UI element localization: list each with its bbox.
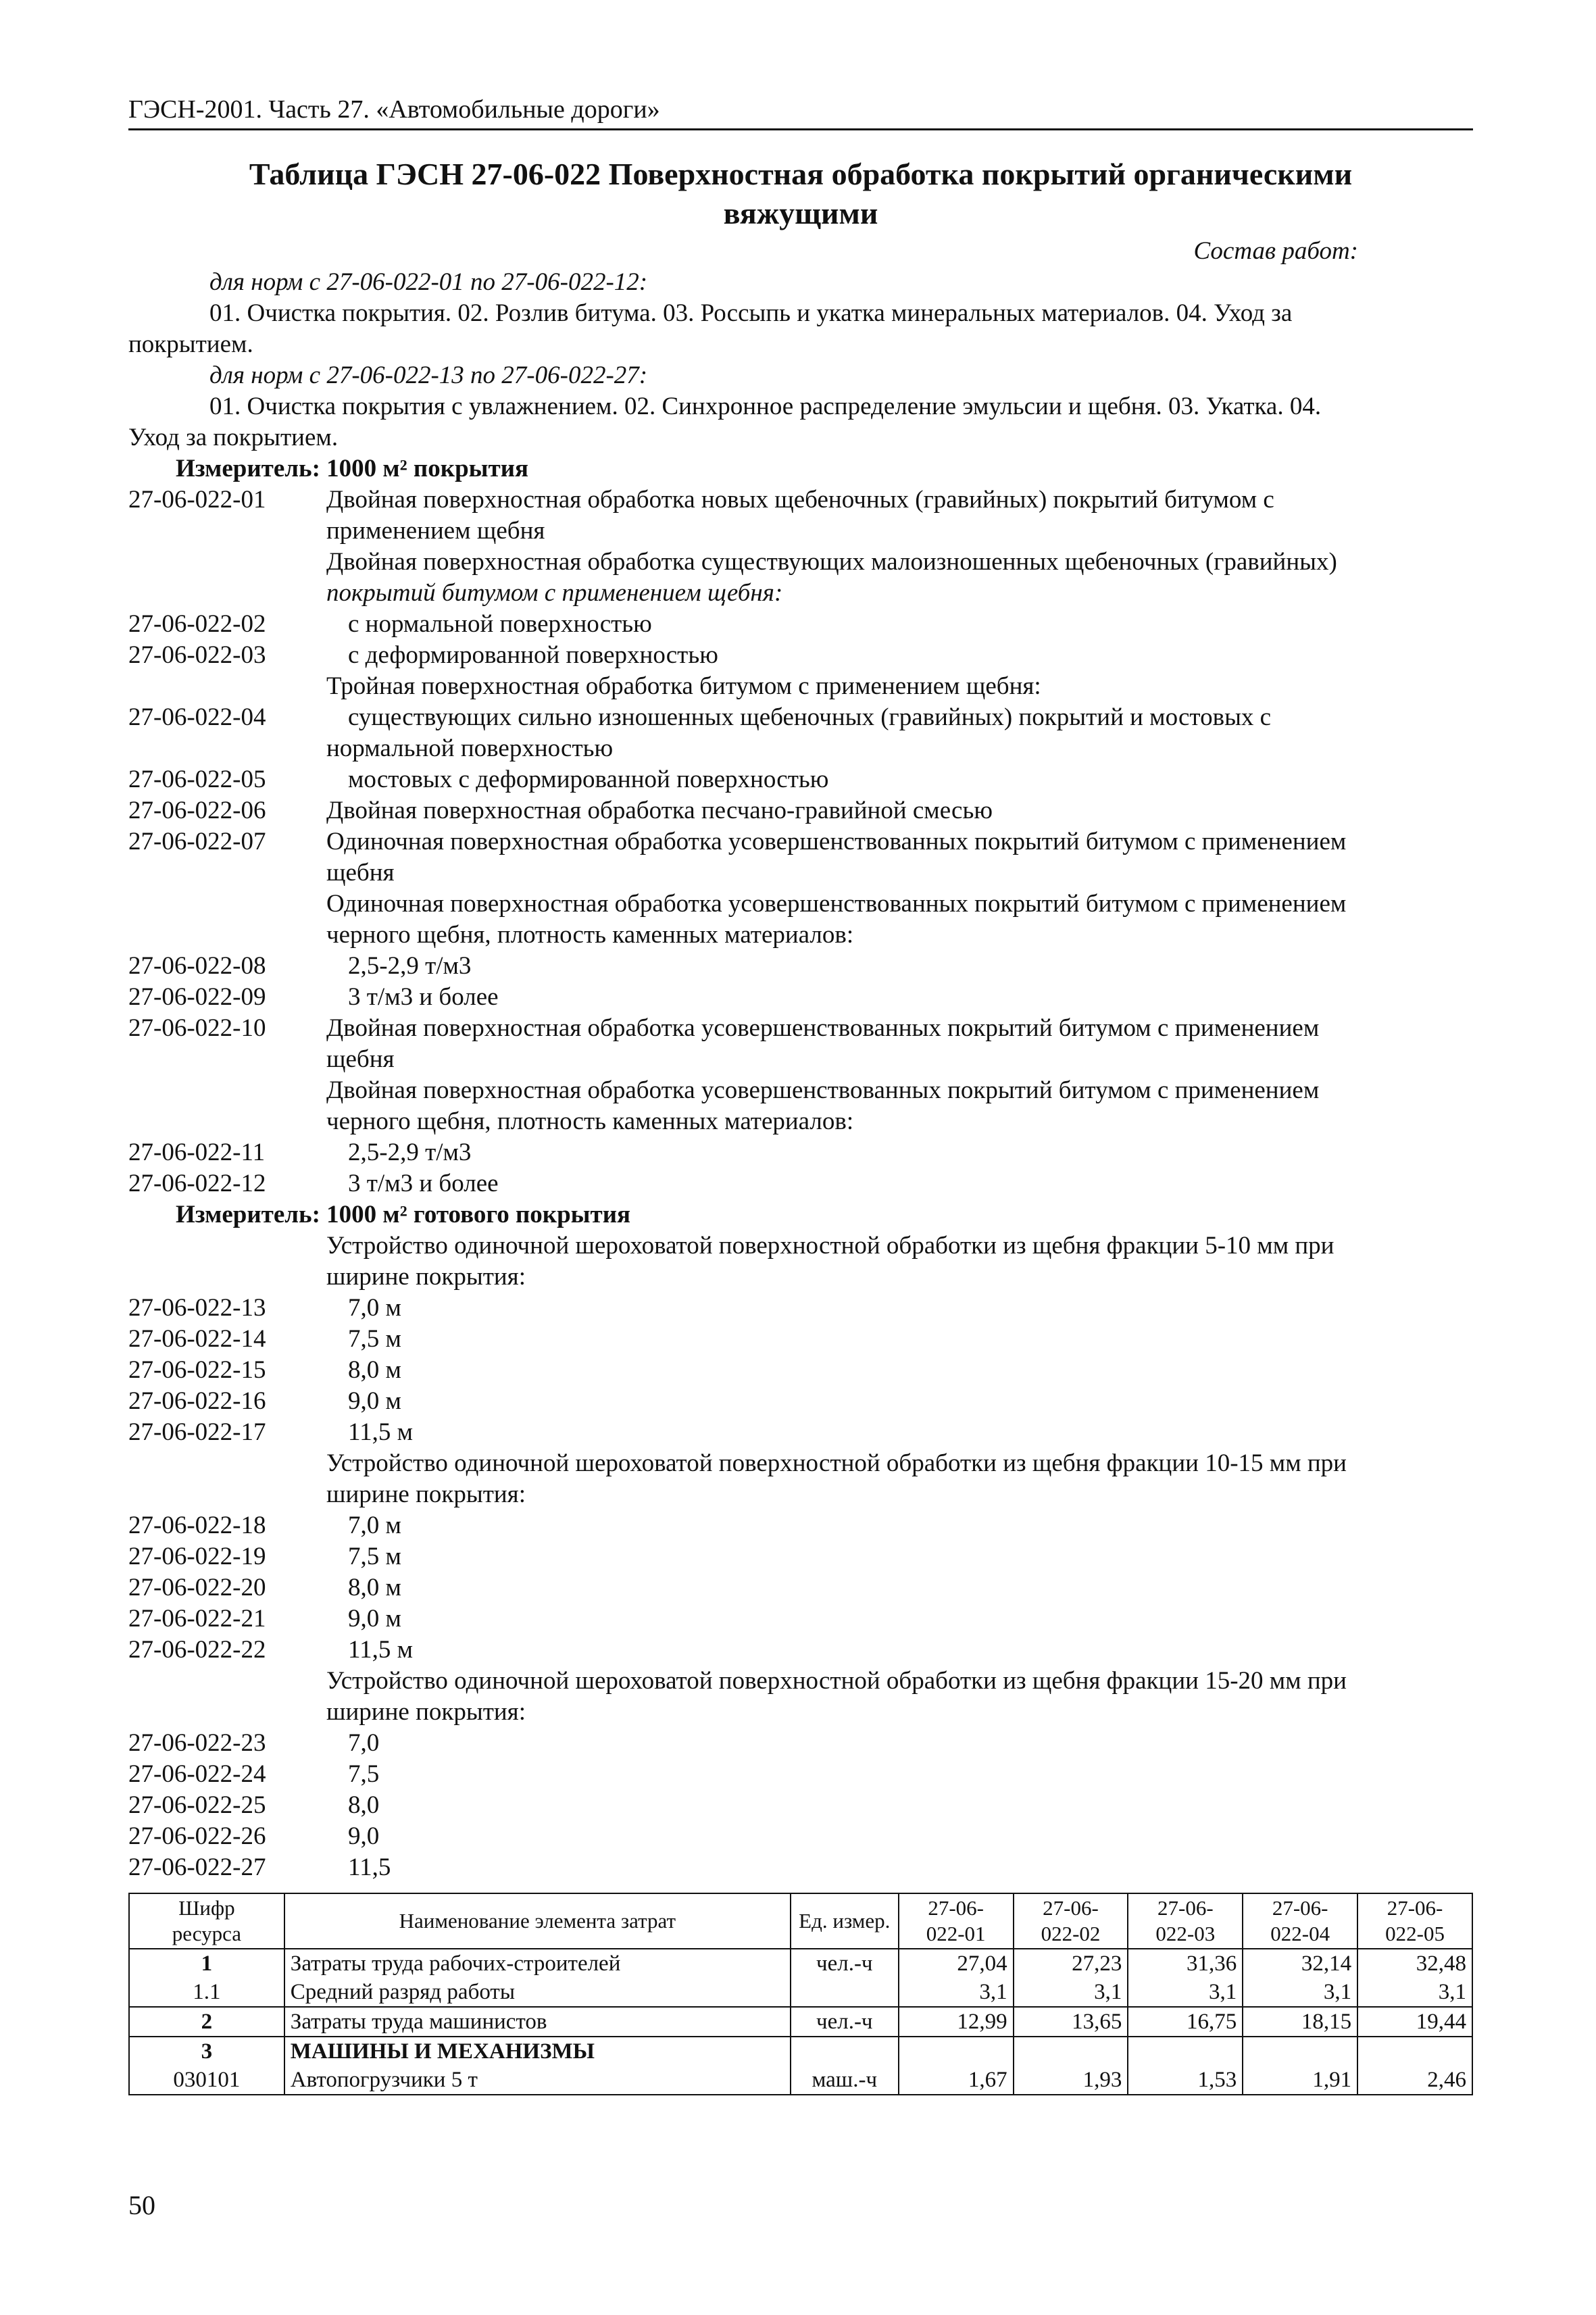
norm-code <box>128 1448 326 1479</box>
norm-line <box>128 1013 1473 1044</box>
scope-1-ops-line-2: покрытием. <box>128 330 253 358</box>
norm-description: 2,5-2,9 т/м3 <box>348 952 472 980</box>
norm-description: Устройство одиночной шероховатой поверхностной обработки из щебня фракции 10-15 мм при <box>326 1449 1347 1477</box>
norm-code: 27-06-022-05 <box>128 766 266 793</box>
norm-code: 27-06-022-09 <box>128 983 266 1011</box>
norm-description: 7,0 <box>348 1729 380 1757</box>
norm-description: Двойная поверхностная обработка новых щебеночных (гравийных) покрытий битумом с <box>326 486 1274 514</box>
norm-code: 27-06-022-07 <box>128 828 266 855</box>
norm-code: 27-06-022-18 <box>128 1512 266 1539</box>
norm-code: 27-06-022-02 <box>128 610 266 638</box>
cell-code: 1.1 <box>129 1978 284 2007</box>
norm-code: 27-06-022-21 <box>128 1605 266 1633</box>
norm-description: черного щебня, плотность каменных материалов: <box>326 1107 854 1135</box>
cell-unit <box>791 2037 899 2066</box>
cell-unit: чел.-ч <box>791 2007 899 2037</box>
norm-description: Устройство одиночной шероховатой поверхностной обработки из щебня фракции 15-20 мм при <box>326 1667 1347 1695</box>
norm-description: существующих сильно изношенных щебеночных (гравийных) покрытий и мостовых с <box>348 703 1272 731</box>
norm-line <box>128 609 1473 640</box>
table-row <box>129 2037 1472 2066</box>
norm-code: 27-06-022-19 <box>128 1543 266 1570</box>
header-norm-05-l1: 27-06- <box>1387 1896 1443 1920</box>
norm-line <box>128 484 1473 516</box>
norm-line <box>128 1386 1473 1417</box>
table-title-line-2: вяжущими <box>723 196 878 230</box>
measure-unit-1: Измеритель: 1000 м² покрытия <box>176 455 529 482</box>
header-code-line-1: Шифр <box>178 1896 235 1920</box>
norm-description: 9,0 <box>348 1822 380 1850</box>
running-header: ГЭСН-2001. Часть 27. «Автомобильные дороги» <box>128 95 1473 130</box>
page-number: 50 <box>128 2190 155 2220</box>
norm-description: Одиночная поверхностная обработка усовершенствованных покрытий битумом с применением <box>326 890 1347 918</box>
cell-name: Автопогрузчики 5 т <box>284 2066 791 2095</box>
norm-code: 27-06-022-10 <box>128 1014 266 1042</box>
header-norm-04 <box>1243 1893 1357 1949</box>
norm-code: 27-06-022-17 <box>128 1418 266 1446</box>
cell-value <box>899 2037 1014 2066</box>
header-norm-02-l2: 022-02 <box>1041 1922 1101 1945</box>
norm-line <box>128 764 1473 795</box>
cell-value: 12,99 <box>899 2007 1014 2037</box>
norm-description: щебня <box>326 1045 395 1073</box>
norm-line <box>128 1075 1473 1106</box>
norm-code: 27-06-022-22 <box>128 1636 266 1664</box>
norm-line <box>128 1510 1473 1541</box>
norm-code <box>128 920 326 951</box>
scope-2-ops-line-1: 01. Очистка покрытия с увлажнением. 02. Синхронное распределение эмульсии и щебня. 03. Укатка. 04. <box>209 393 1322 420</box>
norm-description: 8,0 м <box>348 1356 401 1384</box>
norm-line <box>128 1728 1473 1759</box>
norm-line <box>128 733 1473 764</box>
norm-code: 27-06-022-14 <box>128 1325 266 1353</box>
norm-description: 7,0 м <box>348 1512 401 1539</box>
norm-line <box>128 1852 1473 1883</box>
cell-value: 3,1 <box>1014 1978 1128 2007</box>
table-row <box>129 1978 1472 2007</box>
norm-line <box>128 1355 1473 1386</box>
norm-description: с деформированной поверхностью <box>348 641 718 669</box>
scope-1-ops-line-1: 01. Очистка покрытия. 02. Розлив битума. 03. Россыпь и укатка минеральных материалов. 04. Уход за <box>209 299 1293 327</box>
norms-list-1 <box>128 484 1473 1199</box>
norm-code <box>128 889 326 920</box>
cell-value: 32,48 <box>1357 1949 1472 1978</box>
norm-description: 7,5 м <box>348 1543 401 1570</box>
norm-code: 27-06-022-26 <box>128 1822 266 1850</box>
cell-code: 1 <box>129 1949 284 1978</box>
norm-line <box>128 1293 1473 1324</box>
norm-description: 3 т/м3 и более <box>348 983 499 1011</box>
norm-description: 9,0 м <box>348 1387 401 1415</box>
cell-value: 32,14 <box>1243 1949 1357 1978</box>
table-header-row <box>129 1893 1472 1949</box>
norm-code <box>128 516 326 547</box>
cell-value: 3,1 <box>1357 1978 1472 2007</box>
norm-code <box>128 1075 326 1106</box>
norm-line <box>128 702 1473 733</box>
scope-2-ops-line-2: Уход за покрытием. <box>128 424 339 451</box>
norm-line <box>128 1479 1473 1510</box>
scope-2-label: для норм с 27-06-022-13 по 27-06-022-27: <box>209 362 648 389</box>
norm-line <box>128 1324 1473 1355</box>
header-unit: Ед. измер. <box>791 1893 899 1949</box>
norm-line <box>128 1759 1473 1790</box>
norm-line <box>128 982 1473 1013</box>
composition-label: Состав работ: <box>1193 237 1358 265</box>
norm-line <box>128 1572 1473 1603</box>
header-norm-01-l2: 022-01 <box>926 1922 986 1945</box>
norm-description: ширине покрытия: <box>326 1698 526 1726</box>
header-norm-03 <box>1128 1893 1243 1949</box>
norm-line <box>128 640 1473 671</box>
header-norm-05 <box>1357 1893 1472 1949</box>
norm-code <box>128 1230 326 1262</box>
norm-description: применением щебня <box>326 517 545 545</box>
cell-value: 18,15 <box>1243 2007 1357 2037</box>
cell-value <box>1128 2037 1243 2066</box>
norm-code <box>128 1666 326 1697</box>
norm-line <box>128 1666 1473 1697</box>
norm-code: 27-06-022-20 <box>128 1574 266 1601</box>
cell-code: 3 <box>129 2037 284 2066</box>
norm-code <box>128 1697 326 1728</box>
cell-name: Средний разряд работы <box>284 1978 791 2007</box>
norm-description: 9,0 м <box>348 1605 401 1633</box>
cell-name: МАШИНЫ И МЕХАНИЗМЫ <box>284 2037 791 2066</box>
norm-line <box>128 1448 1473 1479</box>
cell-value <box>1014 2037 1128 2066</box>
cell-value <box>1243 2037 1357 2066</box>
norm-description: 7,5 м <box>348 1325 401 1353</box>
header-norm-03-l1: 27-06- <box>1157 1896 1214 1920</box>
measure-unit-2: Измеритель: 1000 м² готового покрытия <box>176 1201 631 1228</box>
norm-description: 7,5 <box>348 1760 380 1788</box>
norm-line <box>128 795 1473 826</box>
cell-value: 27,23 <box>1014 1949 1128 1978</box>
table-row <box>129 2007 1472 2037</box>
cell-code: 030101 <box>129 2066 284 2095</box>
cell-value: 31,36 <box>1128 1949 1243 1978</box>
norm-code <box>128 857 326 889</box>
norm-description: 8,0 м <box>348 1574 401 1601</box>
norm-line <box>128 1044 1473 1075</box>
norm-code <box>128 733 326 764</box>
header-norm-02 <box>1014 1893 1128 1949</box>
header-norm-04-l2: 022-04 <box>1270 1922 1330 1945</box>
norm-line <box>128 1106 1473 1137</box>
norm-line <box>128 1821 1473 1852</box>
table-title-line-1: Таблица ГЭСН 27-06-022 Поверхностная обработка покрытий органическими <box>249 157 1353 191</box>
header-norm-03-l2: 022-03 <box>1155 1922 1216 1945</box>
header-norm-04-l1: 27-06- <box>1272 1896 1328 1920</box>
norm-description: Двойная поверхностная обработка усовершенствованных покрытий битумом с применением <box>326 1076 1320 1104</box>
header-norm-05-l2: 022-05 <box>1385 1922 1445 1945</box>
norm-description: ширине покрытия: <box>326 1480 526 1508</box>
document-page <box>128 95 1473 2095</box>
norm-line <box>128 1635 1473 1666</box>
cell-value: 27,04 <box>899 1949 1014 1978</box>
norm-code <box>128 671 326 702</box>
norm-line <box>128 826 1473 857</box>
cell-code: 2 <box>129 2007 284 2037</box>
norm-line <box>128 1168 1473 1199</box>
norm-line <box>128 951 1473 982</box>
norm-description: ширине покрытия: <box>326 1263 526 1291</box>
cell-unit <box>791 1978 899 2007</box>
norm-line <box>128 1541 1473 1572</box>
norm-line <box>128 547 1473 578</box>
cell-value: 1,53 <box>1128 2066 1243 2095</box>
cell-value: 3,1 <box>1128 1978 1243 2007</box>
norm-description: Двойная поверхностная обработка усовершенствованных покрытий битумом с применением <box>326 1014 1320 1042</box>
norm-code: 27-06-022-13 <box>128 1294 266 1322</box>
norm-code: 27-06-022-16 <box>128 1387 266 1415</box>
header-norm-01-l1: 27-06- <box>928 1896 984 1920</box>
norm-description: Тройная поверхностная обработка битумом с применением щебня: <box>326 672 1041 700</box>
norm-description: с нормальной поверхностью <box>348 610 652 638</box>
header-resource-code <box>129 1893 284 1949</box>
norm-description: Устройство одиночной шероховатой поверхностной обработки из щебня фракции 5-10 мм при <box>326 1232 1335 1260</box>
norm-code <box>128 1044 326 1075</box>
norm-line <box>128 1230 1473 1262</box>
norm-description: Двойная поверхностная обработка существующих малоизношенных щебеночных (гравийных) <box>326 548 1337 576</box>
norm-description: 7,0 м <box>348 1294 401 1322</box>
norm-description: Двойная поверхностная обработка песчано-гравийной смесью <box>326 797 993 824</box>
cell-value: 1,67 <box>899 2066 1014 2095</box>
table-row <box>129 1949 1472 1978</box>
norm-description: 11,5 м <box>348 1418 414 1446</box>
norm-code: 27-06-022-27 <box>128 1853 266 1881</box>
cell-value: 2,46 <box>1357 2066 1472 2095</box>
header-norm-01 <box>899 1893 1014 1949</box>
norm-code <box>128 1106 326 1137</box>
norm-line <box>128 516 1473 547</box>
norm-description: 11,5 <box>348 1853 391 1881</box>
cell-value: 1,93 <box>1014 2066 1128 2095</box>
table-title <box>128 155 1473 233</box>
header-norm-02-l1: 27-06- <box>1043 1896 1099 1920</box>
norm-line <box>128 671 1473 702</box>
norm-code: 27-06-022-04 <box>128 703 266 731</box>
norm-line <box>128 857 1473 889</box>
norm-code: 27-06-022-01 <box>128 486 266 514</box>
header-element-name: Наименование элемента затрат <box>284 1893 791 1949</box>
norm-line <box>128 1417 1473 1448</box>
cell-value: 1,91 <box>1243 2066 1357 2095</box>
norm-description: 3 т/м3 и более <box>348 1170 499 1197</box>
norm-description: щебня <box>326 859 395 887</box>
cell-unit: чел.-ч <box>791 1949 899 1978</box>
norm-code: 27-06-022-23 <box>128 1729 266 1757</box>
cell-value: 3,1 <box>899 1978 1014 2007</box>
norms-list-2 <box>128 1230 1473 1883</box>
scope-1-label: для норм с 27-06-022-01 по 27-06-022-12: <box>209 268 648 296</box>
norm-line <box>128 889 1473 920</box>
norm-code: 27-06-022-12 <box>128 1170 266 1197</box>
norm-description: покрытий битумом с применением щебня: <box>326 579 783 607</box>
norm-code: 27-06-022-11 <box>128 1139 266 1166</box>
norm-description: Одиночная поверхностная обработка усовершенствованных покрытий битумом с применением <box>326 828 1347 855</box>
cell-name: Затраты труда машинистов <box>284 2007 791 2037</box>
table-row <box>129 2066 1472 2095</box>
norm-description: 8,0 <box>348 1791 380 1819</box>
norm-description: черного щебня, плотность каменных материалов: <box>326 921 854 949</box>
norm-code: 27-06-022-08 <box>128 952 266 980</box>
cell-name: Затраты труда рабочих-строителей <box>284 1949 791 1978</box>
norm-code: 27-06-022-06 <box>128 797 266 824</box>
norm-code: 27-06-022-15 <box>128 1356 266 1384</box>
cell-unit: маш.-ч <box>791 2066 899 2095</box>
cell-value: 13,65 <box>1014 2007 1128 2037</box>
norm-line <box>128 1603 1473 1635</box>
cell-value: 19,44 <box>1357 2007 1472 2037</box>
norm-code: 27-06-022-24 <box>128 1760 266 1788</box>
cell-value: 3,1 <box>1243 1978 1357 2007</box>
norm-code: 27-06-022-25 <box>128 1791 266 1819</box>
norm-line <box>128 1697 1473 1728</box>
norm-line <box>128 578 1473 609</box>
norm-line <box>128 1790 1473 1821</box>
header-code-line-2: ресурса <box>172 1922 242 1945</box>
norm-line <box>128 1137 1473 1168</box>
norm-description: 2,5-2,9 т/м3 <box>348 1139 472 1166</box>
resource-cost-table <box>128 1893 1473 2095</box>
norm-code <box>128 1479 326 1510</box>
norm-line <box>128 1262 1473 1293</box>
cell-value: 16,75 <box>1128 2007 1243 2037</box>
norm-description: 11,5 м <box>348 1636 414 1664</box>
norm-code <box>128 578 326 609</box>
norm-description: мостовых с деформированной поверхностью <box>348 766 829 793</box>
norm-code <box>128 1262 326 1293</box>
cell-value <box>1357 2037 1472 2066</box>
norm-code: 27-06-022-03 <box>128 641 266 669</box>
norm-description: нормальной поверхностью <box>326 735 614 762</box>
norm-code <box>128 547 326 578</box>
norm-line <box>128 920 1473 951</box>
